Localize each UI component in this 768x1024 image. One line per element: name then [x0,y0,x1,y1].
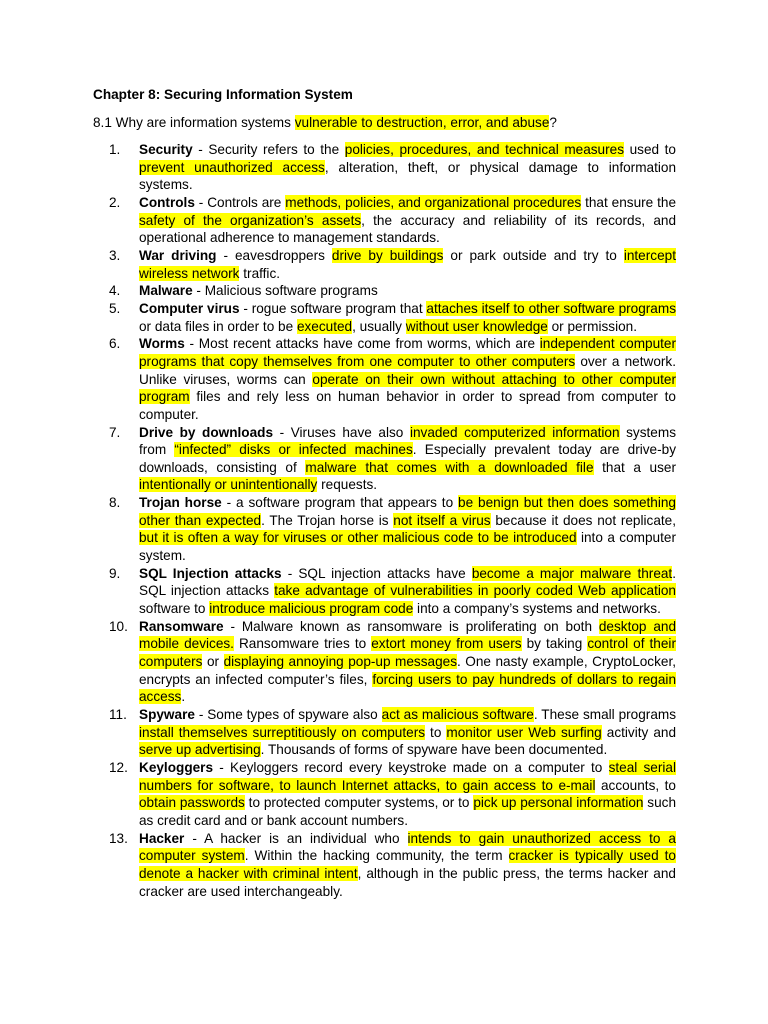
text-run: . Thousands of forms of spyware have been documented. [260,742,608,758]
text-run: used to [624,142,676,157]
text-run: - Keyloggers record every keystroke made on a computer to [213,759,609,775]
highlighted-text: malware that comes with a downloaded file [305,459,594,475]
text-run: - Controls are [194,194,286,210]
text-run: 8.1 Why are information systems [93,115,295,130]
highlighted-text: steal serial numbers for software, to launch Internet attacks, to gain access to e-mail [139,759,676,793]
text-run: systems from [139,424,676,458]
term-label: Ransomware [139,618,224,634]
list-item [93,335,676,423]
list-item-text [139,830,676,901]
text-run: - SQL injection attacks have [281,565,472,581]
list-item-text [139,300,676,335]
highlighted-text: without user knowledge [405,318,548,334]
highlighted-text: invaded computerized information [409,424,620,440]
term-label: SQL Injection attacks [139,565,282,581]
text-run: that a user [593,459,677,475]
term-label: Drive by downloads [139,424,274,440]
list-item [93,247,676,282]
text-run: - Malware known as ransomware is proliferating on both [223,618,599,634]
text-run: - eavesdroppers [216,247,332,263]
list-item-number-cell [93,282,139,300]
term-label: Malware [139,283,193,299]
list-item-number: 10. [109,618,128,634]
term-label: War driving [139,247,217,263]
highlighted-text: intercept wireless network [139,247,676,281]
text-run: by taking [521,636,588,652]
list-item [93,494,676,565]
text-run: , usually [352,318,406,334]
highlighted-text: intends to gain unauthorized access to a computer system [139,830,676,864]
text-run: - Security refers to the [192,142,345,157]
highlighted-text: serve up advertising [139,742,261,758]
list-item-number: 1. [109,142,121,157]
list-item-text [139,141,676,194]
list-item-text [139,282,676,300]
highlighted-text: displaying annoying pop-up messages [223,654,458,670]
text-run: Ransomware tries to [233,636,372,652]
text-run: ? [549,115,557,130]
highlighted-text: executed [296,318,353,334]
list-item-number-cell [93,424,139,495]
term-label: Security [139,142,193,157]
list-item [93,830,676,901]
text-run: - Most recent attacks have come from worms, which are [184,336,540,352]
text-run: - Some types of spyware also [194,707,382,722]
highlighted-text: prevent unauthorized access [139,159,325,175]
highlighted-text: drive by buildings [331,247,444,263]
highlighted-text: pick up personal information [473,795,644,811]
highlighted-text: install themselves surreptitiously on computers [139,724,426,740]
highlighted-text: independent computer programs that copy themselves from one computer to other computers [139,336,677,369]
text-run: . Especially prevalent today are drive-by downloads, consisting of [139,442,676,475]
list-item [93,300,676,335]
list-item-text [139,335,676,423]
list-item [93,194,676,247]
list-item-number-cell [93,494,139,565]
list-item-number: 8. [109,495,121,511]
highlighted-text: obtain passwords [139,795,245,811]
list-item-number-cell [93,194,139,247]
highlighted-text: become a major malware threat [471,565,673,581]
list-item-number: 9. [109,565,121,581]
list-item-number-cell [93,759,139,830]
list-item-text [139,494,676,565]
term-label: Worms [139,336,185,352]
list-item-number: 4. [109,283,121,299]
term-label: Spyware [139,707,195,722]
list-item-text [139,424,676,495]
list-item [93,706,676,759]
text-run: files and rely less on human behavior in order to spread from computer to computer. [139,389,676,422]
list-item-number-cell [93,706,139,759]
term-label: Keyloggers [139,759,214,775]
list-item [93,282,676,300]
highlighted-text: introduce malicious program code [209,601,414,617]
list-item-number-cell [93,335,139,423]
text-run: because it does not replicate, [490,512,676,528]
page-title: Chapter 8: Securing Information System [93,87,353,102]
highlighted-text: take advantage of vulnerabilities in poorly coded Web application [274,583,676,599]
list-item-number-cell [93,141,139,194]
text-run: , the accuracy and reliability of its records, and operational adherence to management standards. [139,212,677,246]
text-run: to protected computer systems, or to [244,795,474,811]
highlighted-text: operate on their own without attaching to other computer program [139,371,676,405]
text-run: or permission. [547,318,637,334]
highlighted-text: “infected” disks or infected machines [174,442,413,458]
text-run: software to [139,601,210,617]
highlighted-text: intentionally or unintentionally [139,477,318,493]
term-label: Hacker [139,830,185,846]
text-run: such as credit card and or bank account numbers. [139,795,677,828]
text-run: that ensure the [581,194,677,210]
list-item-text [139,247,676,282]
highlighted-text: forcing users to pay hundreds of dollars to regain access [139,671,677,705]
text-run: - rogue software program that [239,300,427,316]
text-run: activity and [601,724,677,740]
list-item-number: 11. [109,707,127,722]
list-item-number-cell [93,247,139,282]
highlighted-text: but it is often a way for viruses or other malicious code to be introduced [139,530,577,546]
definition-list [93,141,676,900]
list-item-text [139,565,676,618]
highlighted-text: safety of the organization’s assets [139,212,362,228]
highlighted-text: monitor user Web surfing [446,724,602,740]
text-run: . One nasty example, CryptoLocker, encrypts an infected computer’s files, [139,654,677,687]
highlighted-text: attaches itself to other software programs [426,300,676,316]
highlighted-text: act as malicious software [381,707,534,722]
text-run: to [425,724,447,740]
list-item-number: 6. [109,336,121,352]
text-run: requests. [317,477,378,493]
text-run: - Viruses have also [273,424,410,440]
term-label: Controls [139,194,195,210]
text-run: - A hacker is an individual who [184,830,408,846]
text-run: into a computer system. [139,530,676,564]
list-item-number: 12. [109,759,128,775]
text-run: . These small programs [533,707,677,722]
list-item-text [139,618,676,706]
text-run: . The Trojan horse is [261,512,394,528]
section-question [93,114,557,132]
list-item-number-cell [93,300,139,335]
highlighted-text: methods, policies, and organizational procedures [285,194,582,210]
text-run: - a software program that appears to [221,495,459,511]
text-run: , alteration, theft, or physical damage to information systems. [139,159,676,193]
list-item-number-cell [93,618,139,706]
text-run: . SQL injection attacks [139,565,676,599]
list-item [93,565,676,618]
highlighted-text: not itself a virus [393,512,491,528]
list-item-number-cell [93,565,139,618]
text-run: accounts, to [595,777,676,793]
list-item-number: 5. [109,300,121,316]
highlighted-text: desktop and mobile devices. [139,618,676,652]
text-run: over a network. Unlike viruses, worms can [139,353,676,387]
list-item-number: 7. [109,424,121,440]
text-run: . [181,689,186,705]
list-item-number: 3. [109,247,121,263]
list-item-text [139,194,676,247]
list-item-number: 2. [109,194,121,210]
list-item [93,618,676,706]
list-item-text [139,759,676,830]
highlighted-text: policies, procedures, and technical measures [344,142,625,157]
list-item [93,759,676,830]
highlighted-text: be benign but then does something other than expected [139,495,676,528]
text-run: , although in the public press, the terms hacker and cracker are used interchangeably. [139,865,676,899]
text-run: . Within the hacking community, the term [244,848,509,864]
highlighted-text: extort money from users [371,636,522,652]
term-label: Trojan horse [139,495,222,511]
highlighted-text: vulnerable to destruction, error, and abuse [294,115,550,130]
text-run: or park outside and try to [443,247,624,263]
term-label: Computer virus [139,300,240,316]
text-run: into a company’s systems and networks. [413,601,661,617]
list-item-number-cell [93,830,139,901]
list-item-text [139,706,676,759]
text-run: or [202,654,224,670]
text-run: - Malicious software programs [192,283,378,299]
highlighted-text: control of their computers [139,636,676,670]
list-item-number: 13. [109,830,128,846]
list-item [93,424,676,495]
text-run: traffic. [239,265,281,281]
list-item [93,141,676,194]
highlighted-text: cracker is typically used to denote a hacker with criminal intent [139,848,676,881]
text-run: or data files in order to be [139,318,297,334]
